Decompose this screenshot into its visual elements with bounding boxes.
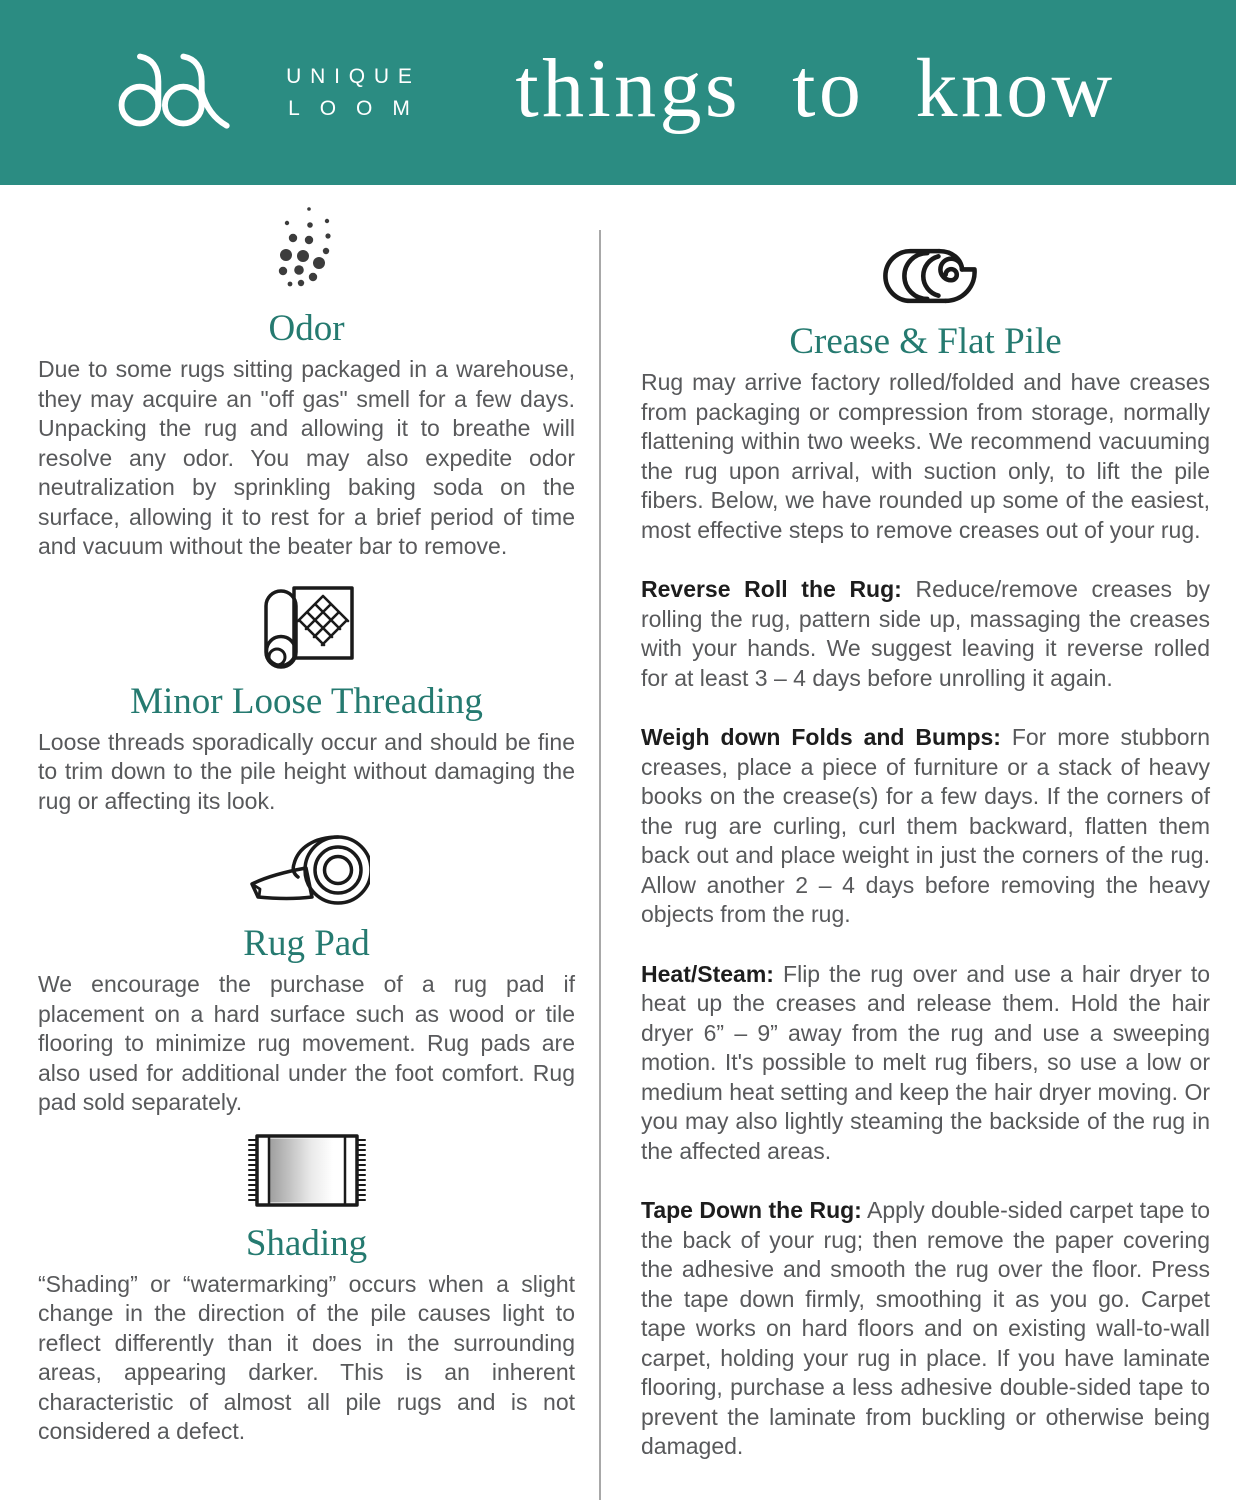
tip-label: Heat/Steam: [641,960,774,987]
rolled-rug-icon [38,572,575,672]
section-shading [38,1128,575,1447]
section-odor [38,203,575,562]
page-title: things to know [515,42,1116,135]
rug-pad-roll-icon [38,826,575,914]
tip-heat-steam [641,960,1210,1167]
unique-loom-logo-icon [112,42,237,143]
header-band [0,0,1236,185]
section-body: We encourage the purchase of a rug pad if placement on a hard surface such as wood or tile flooring to minimize rug movement. Rug pads are also used for additional under the foot comfort. Rug pad sold separately. [38,971,575,1115]
brand-name [263,61,435,124]
tip-text: Apply double-sided carpet tape to the back of your rug; then remove the paper covering the adhesive and smooth the rug over the floor. Press the tape down firmly, smoothing it as you go. Carpet tape works on hard floors and on existing wall-to-wall carpet, holding your rug in place. If you have laminate flooring, purchase a less adhesive double-sided tape to prevent the laminate from buckling or otherwise being damaged. [641,1197,1210,1459]
tip-label: Weigh down Folds and Bumps: [641,724,1001,750]
section-heading: Shading [245,1222,368,1264]
section-body: Loose threads sporadically occur and should be fine to trim down to the pile height without damaging the rug or affecting its look. [38,728,575,814]
section-minor-loose-threading [38,572,575,817]
section-heading: Minor Loose Threading [130,680,483,722]
section-crease-flat-pile [641,240,1210,1462]
tip-label: Tape Down the Rug: [641,1197,862,1223]
crease-intro: Rug may arrive factory rolled/folded and have creases from packaging or compression from storage, normally flattening within two weeks. We recommend vacuuming the rug upon arrival, with suction only, to lift the pile fibers. Below, we have rounded up some of the easiest, most effective steps to remove creases out of your rug. [641,369,1210,543]
shading-rug-icon [38,1128,575,1214]
brand-line-unique: UNIQUE [286,65,421,88]
right-column [599,230,1236,1500]
section-heading: Crease & Flat Pile [789,321,1062,362]
brand-block [112,42,435,143]
tip-text: For more stubborn creases, place a piece of furniture or a stack of heavy books on the crease(s) for a few days. If the corners of the rug are curling, curl them backward, flatten them back out and place weight in just the corners of the rug. Allow another 2 – 4 days before removing the heavy objects from the rug. [641,724,1210,927]
creased-roll-icon [641,240,1210,312]
section-heading: Odor [268,308,345,349]
left-column [0,185,599,1500]
section-rug-pad [38,826,575,1118]
tip-label: Reverse Roll the Rug: [641,576,902,602]
tip-weigh-down [641,723,1210,930]
tip-text: Flip the rug over and use a hair dryer to heat up the creases and release them. Hold the hair dryer 6” – 9” away from the rug and use a sweeping motion. It's possible to melt rug fibers, so use a low or medium heat setting and keep the hair dryer moving. Or you may also lightly steaming the backside of the rug in the affected areas. [641,960,1211,1164]
tip-reverse-roll [641,575,1210,693]
brand-line-loom: LOOM [288,96,430,120]
odor-specks-icon [38,203,575,299]
section-body: “Shading” or “watermarking” occurs when a slight change in the direction of the pile causes light to reflect differently than it does in the surrounding areas, appearing darker. This is an inherent characteristic of almost all pile rugs and is not considered a defect. [38,1270,575,1444]
tip-text: Reduce/remove creases by rolling the rug, pattern side up, massaging the creases with your hands. We suggest leaving it reverse rolled for at least 3 – 4 days before unrolling it again. [641,576,1211,691]
section-heading: Rug Pad [243,923,370,964]
section-body: Due to some rugs sitting packaged in a warehouse, they may acquire an "off gas" smell for a few days. Unpacking the rug and allowing it to breathe will resolve any odor. You may also expedite odor neutralization by sprinkling baking soda on the surface, allowing it to rest for a brief period of time and vacuum without the beater bar to remove. [38,356,575,559]
tip-tape-down [641,1196,1210,1462]
content-columns [0,185,1236,1500]
